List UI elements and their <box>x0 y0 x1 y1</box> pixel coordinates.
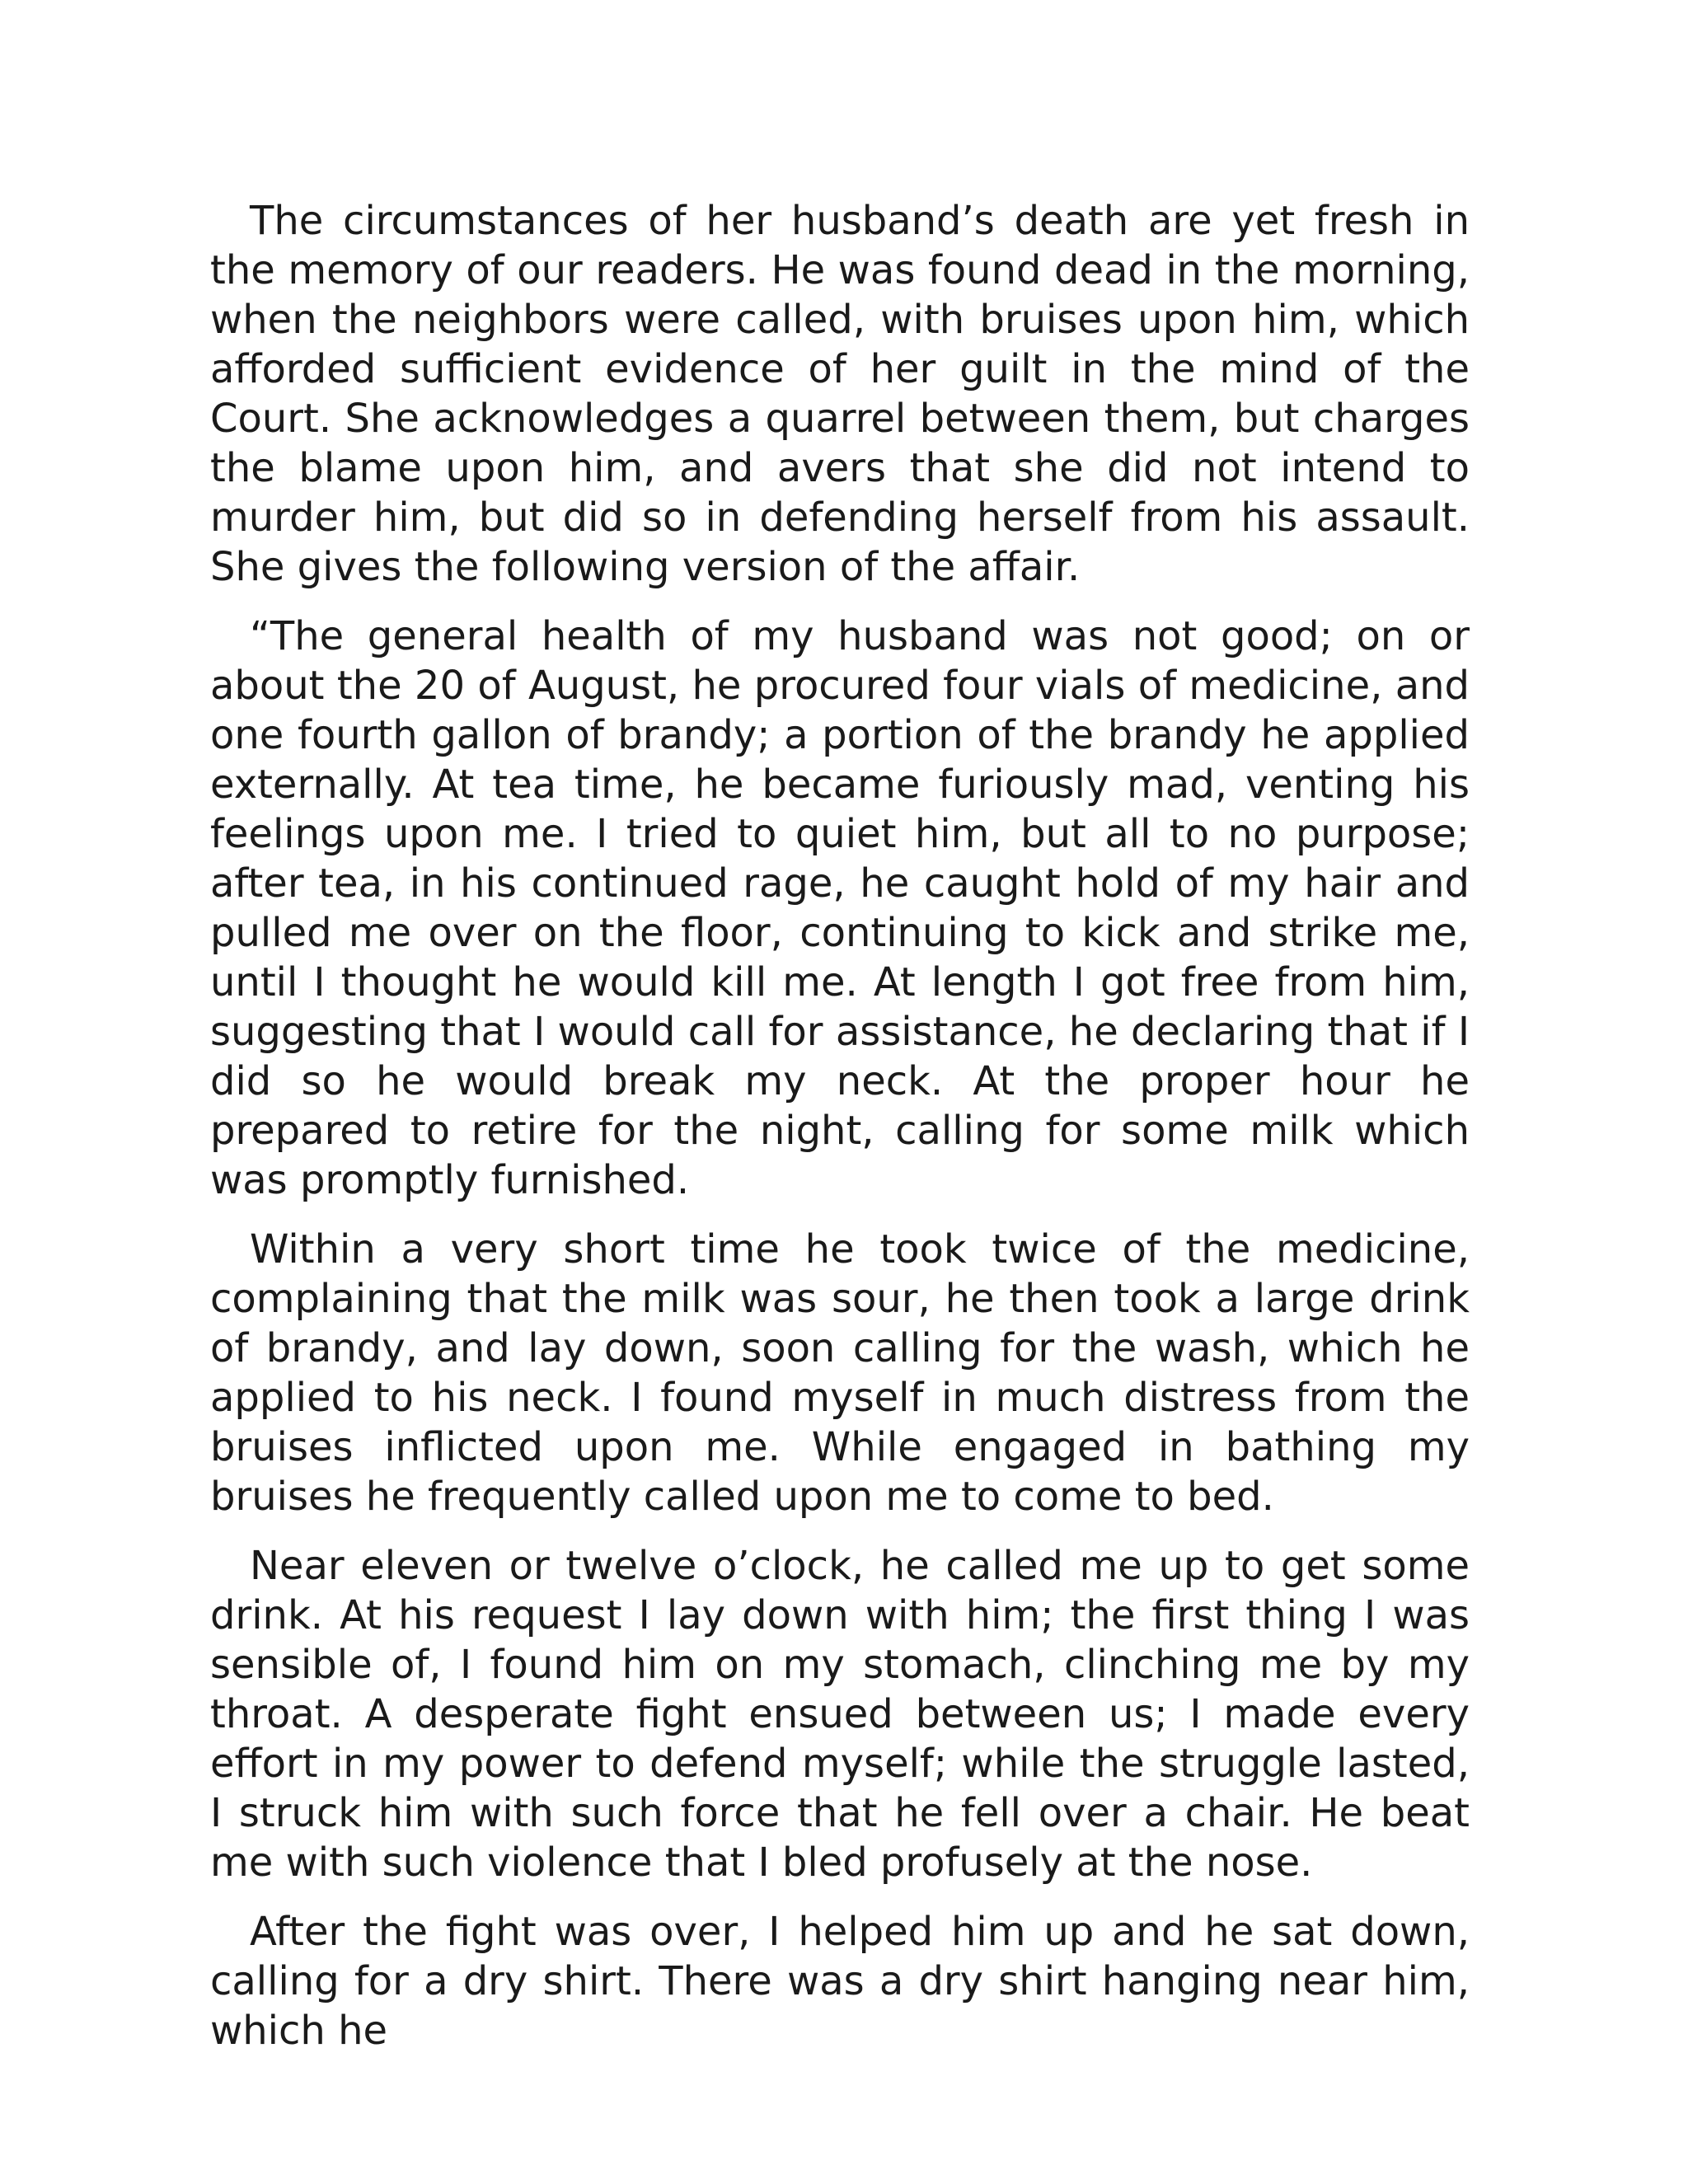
paragraph: Near eleven or twelve o’clock, he called me up to get some drink. At his request I lay down with him; the first thing I was sensible of, I found him on my stomach, clinching me by my throat. A desperate fight ensued between us; I made every effort in my power to defend myself; while the struggle lasted, I struck him with such force that he fell over a chair. He beat me with such violence that I bled profusely at the nose. <box>210 1543 1470 1886</box>
paragraph: The circumstances of her husband’s death are yet fresh in the memory of our readers. He was found dead in the morning, when the neighbors were called, with bruises upon him, which afforded sufficient evidence of her guilt in the mind of the Court. She acknowledges a quarrel between them, but charges the blame upon him, and avers that she did not intend to murder him, but did so in defending herself from his assault. She gives the following version of the affair. <box>210 198 1470 590</box>
paragraph: “The general health of my husband was not good; on or about the 20 of August, he procured four vials of medicine, and one fourth gallon of brandy; a portion of the brandy he applied externally. At tea time, he became furiously mad, venting his feelings upon me. I tried to quiet him, but all to no purpose; after tea, in his continued rage, he caught hold of my hair and pulled me over on the floor, continuing to kick and strike me, until I thought he would kill me. At length I got free from him, suggesting that I would call for assistance, he declaring that if I did so he would break my neck. At the proper hour he prepared to retire for the night, calling for some milk which was promptly furnished. <box>210 613 1470 1203</box>
paragraph: Within a very short time he took twice of the medicine, complaining that the milk was sour, he then took a large drink of brandy, and lay down, soon calling for the wash, which he applied to his neck. I found myself in much distress from the bruises inflicted upon me. While engaged in bathing my bruises he frequently called upon me to come to bed. <box>210 1226 1470 1520</box>
body-text <box>210 196 1470 2055</box>
paragraph: After the fight was over, I helped him up and he sat down, calling for a dry shirt. There was a dry shirt hanging near him, which he <box>210 1909 1470 2054</box>
